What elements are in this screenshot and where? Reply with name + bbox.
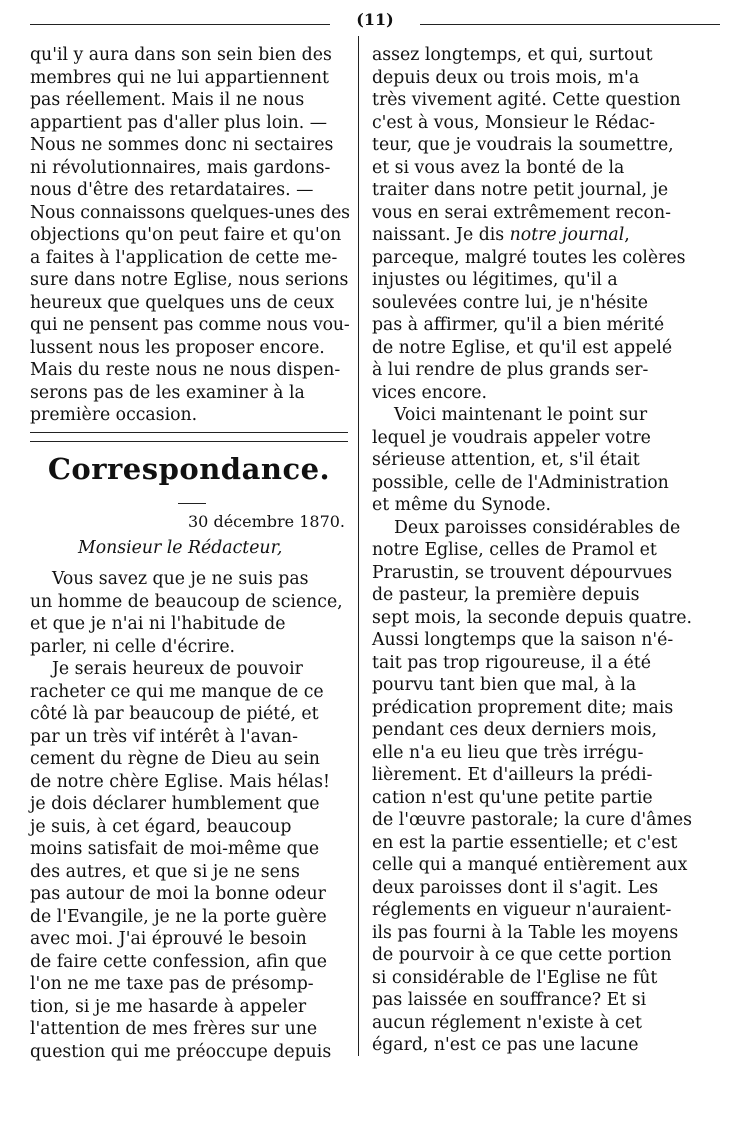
text-line: Voici maintenant le point sur <box>394 405 648 425</box>
text-line: je suis, à cet égard, beaucoup <box>30 816 292 837</box>
text-line: question qui me préoccupe depuis <box>30 1041 332 1062</box>
text-line: nous d'être des retardataires. — <box>30 180 314 200</box>
text-line: cement du règne de Dieu au sein <box>30 749 320 769</box>
text-line: deux paroisses dont il s'agit. Les <box>372 877 659 898</box>
text-line: sure dans notre Eglise, nous serions <box>30 270 349 290</box>
text-line: Vous savez que je ne suis pas <box>52 569 309 589</box>
text-line: racheter ce qui me manque de ce <box>30 681 324 702</box>
text-line: pourvu tant bien que mal, à la <box>372 675 637 695</box>
text-line: ils pas fourni à la Table les moyens <box>372 922 679 943</box>
text-line: de pourvoir à ce que cette portion <box>372 945 672 965</box>
section-separator <box>30 432 348 442</box>
text-line: parler, ni celle d'écrire. <box>30 636 236 657</box>
text-line: serons pas de les examiner à la <box>30 382 305 403</box>
text-line: teur, que je voudrais la soumettre, <box>372 135 674 155</box>
text-line: de l'Evangile, je ne la porte guère <box>30 906 327 927</box>
text-line: ni révolutionnaires, mais gardons- <box>30 157 331 178</box>
text-line: depuis deux ou trois mois, m'a <box>372 67 640 88</box>
text-line: appartient pas d'aller plus loin. — <box>30 112 328 133</box>
text-line: réglements en vigueur n'auraient- <box>372 900 672 920</box>
text-line: je dois déclarer humblement que <box>30 794 320 814</box>
text-line: l'attention de mes frères sur une <box>30 1019 318 1039</box>
letter-body-left <box>30 568 350 1063</box>
text-line: si considérable de l'Eglise ne fût <box>372 967 658 988</box>
text-line: Aussi longtemps que la saison n'é- <box>372 630 674 650</box>
text-line: Deux paroisses considérables de <box>394 517 681 538</box>
section-title: Correspondance. <box>47 452 331 486</box>
text-line: Mais du reste nous ne nous dispen- <box>30 360 341 380</box>
text-line: pas laissée en souffrance? Et si <box>372 990 647 1010</box>
article-end-paragraph <box>30 44 350 427</box>
text-line: de notre Eglise, et qu'il est appelé <box>372 337 673 358</box>
page-header <box>30 10 720 30</box>
text-line: de faire cette confession, afin que <box>30 951 327 972</box>
text-line: côté là par beaucoup de piété, et <box>30 704 319 724</box>
text-line: très vivement agité. Cette question <box>372 90 681 110</box>
text-line: cation n'est qu'une petite partie <box>372 787 653 808</box>
title-dash <box>178 503 206 504</box>
text-line: de pasteur, la première depuis <box>372 585 640 605</box>
text-line: qui ne pensent pas comme nous vou- <box>30 315 350 335</box>
text-line: injustes ou légitimes, qu'il a <box>372 270 618 290</box>
text-line: de l'œuvre pastorale; la cure d'âmes <box>372 810 692 830</box>
text-line: égard, n'est ce pas une lacune <box>372 1035 639 1055</box>
text-line: tion, si je me hasarde à appeler <box>30 996 307 1017</box>
text-line: de notre chère Eglise. Mais hélas! <box>30 771 330 792</box>
text-line: et que je n'ai ni l'habitude de <box>30 614 286 634</box>
text-line: et même du Synode. <box>372 495 551 515</box>
text-line: a faites à l'application de cette me- <box>30 247 338 268</box>
header-rule-left <box>30 24 330 25</box>
emphasis: notre journal <box>509 225 625 245</box>
text-line: un homme de beaucoup de science, <box>30 591 343 612</box>
letter-salutation: Monsieur le Rédacteur, <box>78 538 283 558</box>
text-line: notre Eglise, celles de Pramol et <box>372 540 657 560</box>
text-line: en est la partie essentielle; et c'est <box>372 832 678 853</box>
text-line: Prarustin, se trouvent dépourvues <box>372 562 673 583</box>
text-line: assez longtemps, et qui, surtout <box>372 45 653 65</box>
text-line: avec moi. J'ai éprouvé le besoin <box>30 929 307 949</box>
text-line: sept mois, la seconde depuis quatre. <box>372 607 692 628</box>
text-line: pendant ces deux derniers mois, <box>372 720 658 740</box>
text-line: pas à affirmer, qu'il a bien mérité <box>372 315 665 335</box>
text-line: vous en serai extrêmement recon- <box>372 202 671 223</box>
text-line: tait pas trop rigoureuse, il a été <box>372 652 651 673</box>
text-line: heureux que quelques uns de ceux <box>30 292 335 313</box>
text-line: Nous connaissons quelques-unes des <box>30 202 350 223</box>
column-divider <box>358 36 359 1056</box>
text-line: naissant. Je dis notre journal, <box>372 225 630 245</box>
text-line: parceque, malgré toutes les colères <box>372 247 686 268</box>
text-line: lequel je voudrais appeler votre <box>372 427 651 448</box>
text-line: pas autour de moi la bonne odeur <box>30 884 326 904</box>
text-line: membres qui ne lui appartiennent <box>30 67 329 88</box>
text-line: elle n'a eu lieu que très irrégu- <box>372 742 644 763</box>
text-line: objections qu'on peut faire et qu'on <box>30 225 342 245</box>
text-line: l'on ne me taxe pas de présomp- <box>30 974 314 994</box>
left-column-bottom <box>30 568 350 1063</box>
text-line: possible, celle de l'Administration <box>372 472 669 493</box>
text-line: par un très vif intérêt à l'avan- <box>30 726 299 747</box>
text-line: aucun réglement n'existe à cet <box>372 1012 642 1033</box>
text-line: sérieuse attention, et, s'il était <box>372 450 640 470</box>
text-line: soulevées contre lui, je n'hésite <box>372 292 648 313</box>
text-line: moins satisfait de moi-même que <box>30 839 320 859</box>
text-line: traiter dans notre petit journal, je <box>372 180 669 200</box>
letter-body-right <box>372 44 692 1057</box>
text-line: pas réellement. Mais il ne nous <box>30 90 305 110</box>
header-rule-right <box>420 24 720 25</box>
text-line: prédication proprement dite; mais <box>372 697 674 718</box>
text-line: Nous ne sommes donc ni sectaires <box>30 135 334 155</box>
text-line: vices encore. <box>372 382 487 403</box>
text-line: des autres, et que si je ne sens <box>30 861 300 882</box>
left-column-top <box>30 44 350 427</box>
text-line: c'est à vous, Monsieur le Rédac- <box>372 112 656 133</box>
text-line: à lui rendre de plus grands ser- <box>372 360 649 380</box>
text-line: celle qui a manqué entièrement aux <box>372 855 688 875</box>
text-line: et si vous avez la bonté de la <box>372 157 625 178</box>
text-line: lussent nous les proposer encore. <box>30 337 325 358</box>
page-number: (11) <box>356 10 394 29</box>
text-line: qu'il y aura dans son sein bien des <box>30 45 332 65</box>
right-column <box>372 44 692 1057</box>
text-line: première occasion. <box>30 405 198 425</box>
text-line: Je serais heureux de pouvoir <box>52 659 303 679</box>
letter-date: 30 décembre 1870. <box>188 512 346 531</box>
text-line: lièrement. Et d'ailleurs la prédi- <box>372 765 653 785</box>
